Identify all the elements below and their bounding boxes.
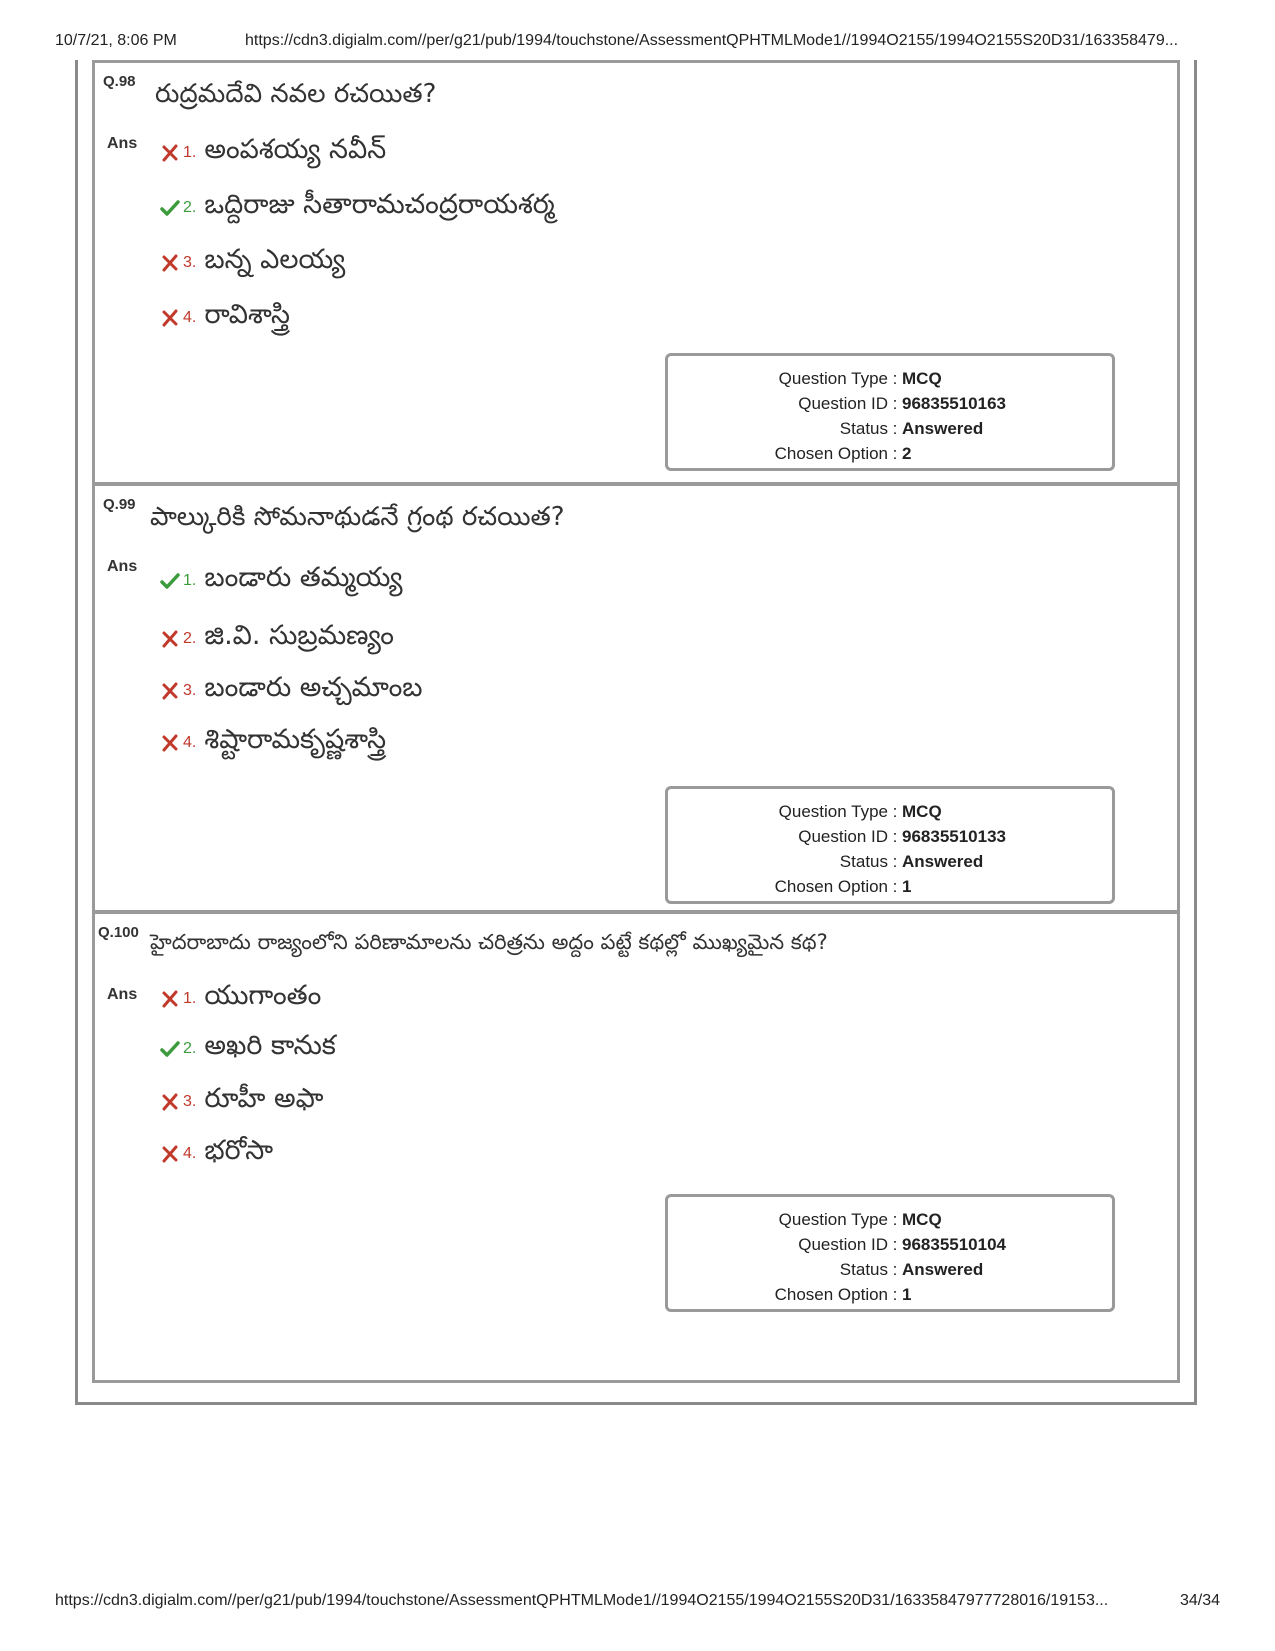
question-id-label: Question ID bbox=[798, 826, 888, 846]
check-icon bbox=[157, 199, 183, 217]
cross-icon bbox=[157, 1093, 183, 1111]
option-number: 4. bbox=[183, 309, 197, 326]
status-label: Status bbox=[839, 851, 888, 871]
cross-icon bbox=[157, 144, 183, 162]
cross-icon bbox=[157, 990, 183, 1008]
option-3 bbox=[157, 243, 345, 283]
option-2 bbox=[157, 188, 555, 228]
question-type-value: MCQ bbox=[902, 1209, 942, 1229]
option-number: 1. bbox=[183, 990, 197, 1007]
question-id-label: Question ID bbox=[798, 1234, 888, 1254]
option-3 bbox=[157, 671, 423, 711]
chosen-option-value: 2 bbox=[902, 443, 912, 463]
print-datetime: 10/7/21, 8:06 PM bbox=[55, 32, 177, 49]
option-4 bbox=[157, 298, 290, 338]
option-number: 3. bbox=[183, 682, 197, 699]
option-text: జి.వి. సుబ్రమణ్యం bbox=[204, 620, 394, 651]
option-text: రూహీ అఫా bbox=[204, 1083, 324, 1114]
page-number: 34/34 bbox=[1179, 1592, 1220, 1609]
print-header bbox=[55, 30, 1220, 52]
question-id-value: 96835510104 bbox=[902, 1234, 1007, 1254]
cross-icon bbox=[157, 1145, 183, 1163]
question-id-value: 96835510133 bbox=[902, 826, 1007, 846]
ans-label: Ans bbox=[107, 986, 138, 1003]
option-3 bbox=[157, 1082, 323, 1122]
status-label: Status bbox=[839, 418, 888, 438]
option-text: యుగాంతం bbox=[204, 980, 322, 1011]
option-number: 4. bbox=[183, 734, 197, 751]
option-number: 3. bbox=[183, 1093, 197, 1110]
option-4 bbox=[157, 723, 386, 763]
option-text: బండారు అచ్చమాంబ bbox=[204, 672, 423, 703]
option-number: 1. bbox=[183, 144, 197, 161]
option-number: 4. bbox=[183, 1145, 197, 1162]
question-id-value: 96835510163 bbox=[902, 393, 1007, 413]
question-number: Q.98 bbox=[103, 73, 136, 90]
option-number: 2. bbox=[183, 1040, 197, 1057]
cross-icon bbox=[157, 682, 183, 700]
cross-icon bbox=[157, 254, 183, 272]
question-type-label: Question Type bbox=[778, 1209, 888, 1229]
option-text: బండారు తమ్మయ్య bbox=[204, 562, 403, 593]
question-text: పాల్కురికి సోమనాథుడనే గ్రంథ రచయిత? bbox=[150, 502, 565, 532]
question-id-label: Question ID bbox=[798, 393, 888, 413]
cross-icon bbox=[157, 734, 183, 752]
option-2 bbox=[157, 1029, 336, 1069]
chosen-option-label: Chosen Option bbox=[774, 876, 888, 896]
question-type-label: Question Type bbox=[778, 368, 888, 388]
option-1 bbox=[157, 561, 402, 601]
option-text: రావిశాస్త్రి bbox=[204, 299, 290, 330]
question-number: Q.100 bbox=[98, 924, 139, 941]
print-footer-url[interactable]: https://cdn3.digialm.com//per/g21/pub/1994/touchstone/AssessmentQPHTMLMode1//1994O2155/1994O2155S20D31/16335847977728016/19153... bbox=[55, 1592, 1109, 1609]
question-type-label: Question Type bbox=[778, 801, 888, 821]
print-url[interactable]: https://cdn3.digialm.com//per/g21/pub/1994/touchstone/AssessmentQPHTMLMode1//1994O2155/1994O2155S20D31/163358479... bbox=[245, 32, 1179, 49]
question-block-98 bbox=[92, 60, 1180, 485]
status-value: Answered bbox=[902, 1259, 984, 1279]
option-text: శిష్టారామకృష్ణశాస్త్రి bbox=[204, 724, 387, 755]
chosen-option-label: Chosen Option bbox=[774, 1284, 888, 1304]
option-text: ఒద్దిరాజు సీతారామచంద్రరాయశర్మ bbox=[204, 189, 555, 220]
option-2 bbox=[157, 619, 394, 659]
question-block-100 bbox=[92, 911, 1180, 1383]
option-1 bbox=[157, 979, 321, 1019]
question-number: Q.99 bbox=[103, 496, 136, 513]
option-text: భరోసా bbox=[204, 1135, 274, 1166]
cross-icon bbox=[157, 630, 183, 648]
chosen-option-value: 1 bbox=[902, 876, 912, 896]
question-info-box: Question Type : MCQ Question ID : 96835510163 Status : Answered Chosen Option : 2 bbox=[665, 353, 1115, 471]
status-label: Status bbox=[839, 1259, 888, 1279]
cross-icon bbox=[157, 309, 183, 327]
option-text: అఖరి కానుక bbox=[204, 1030, 336, 1061]
check-icon bbox=[157, 1040, 183, 1058]
question-type-value: MCQ bbox=[902, 801, 942, 821]
option-1 bbox=[157, 133, 386, 173]
chosen-option-value: 1 bbox=[902, 1284, 912, 1304]
question-text: హైదరాబాదు రాజ్యంలోని పరిణామాలను చరిత్రను అద్దం పట్టే కథల్లో ముఖ్యమైన కథ? bbox=[150, 930, 828, 954]
question-text: రుద్రమదేవి నవల రచయిత? bbox=[155, 79, 437, 109]
status-value: Answered bbox=[902, 418, 984, 438]
ans-label: Ans bbox=[107, 135, 138, 152]
question-info-box: Question Type : MCQ Question ID : 96835510133 Status : Answered Chosen Option : 1 bbox=[665, 786, 1115, 904]
question-type-value: MCQ bbox=[902, 368, 942, 388]
option-number: 3. bbox=[183, 254, 197, 271]
option-number: 2. bbox=[183, 630, 197, 647]
ans-label: Ans bbox=[107, 558, 138, 575]
option-text: అంపశయ్య నవీన్ bbox=[204, 134, 387, 165]
print-footer bbox=[55, 1590, 1220, 1612]
option-number: 1. bbox=[183, 572, 197, 589]
option-text: బన్న ఎలయ్య bbox=[204, 244, 346, 275]
question-info-box: Question Type : MCQ Question ID : 96835510104 Status : Answered Chosen Option : 1 bbox=[665, 1194, 1115, 1312]
status-value: Answered bbox=[902, 851, 984, 871]
option-number: 2. bbox=[183, 199, 197, 216]
chosen-option-label: Chosen Option bbox=[774, 443, 888, 463]
check-icon bbox=[157, 572, 183, 590]
question-block-99 bbox=[92, 483, 1180, 913]
option-4 bbox=[157, 1134, 273, 1174]
